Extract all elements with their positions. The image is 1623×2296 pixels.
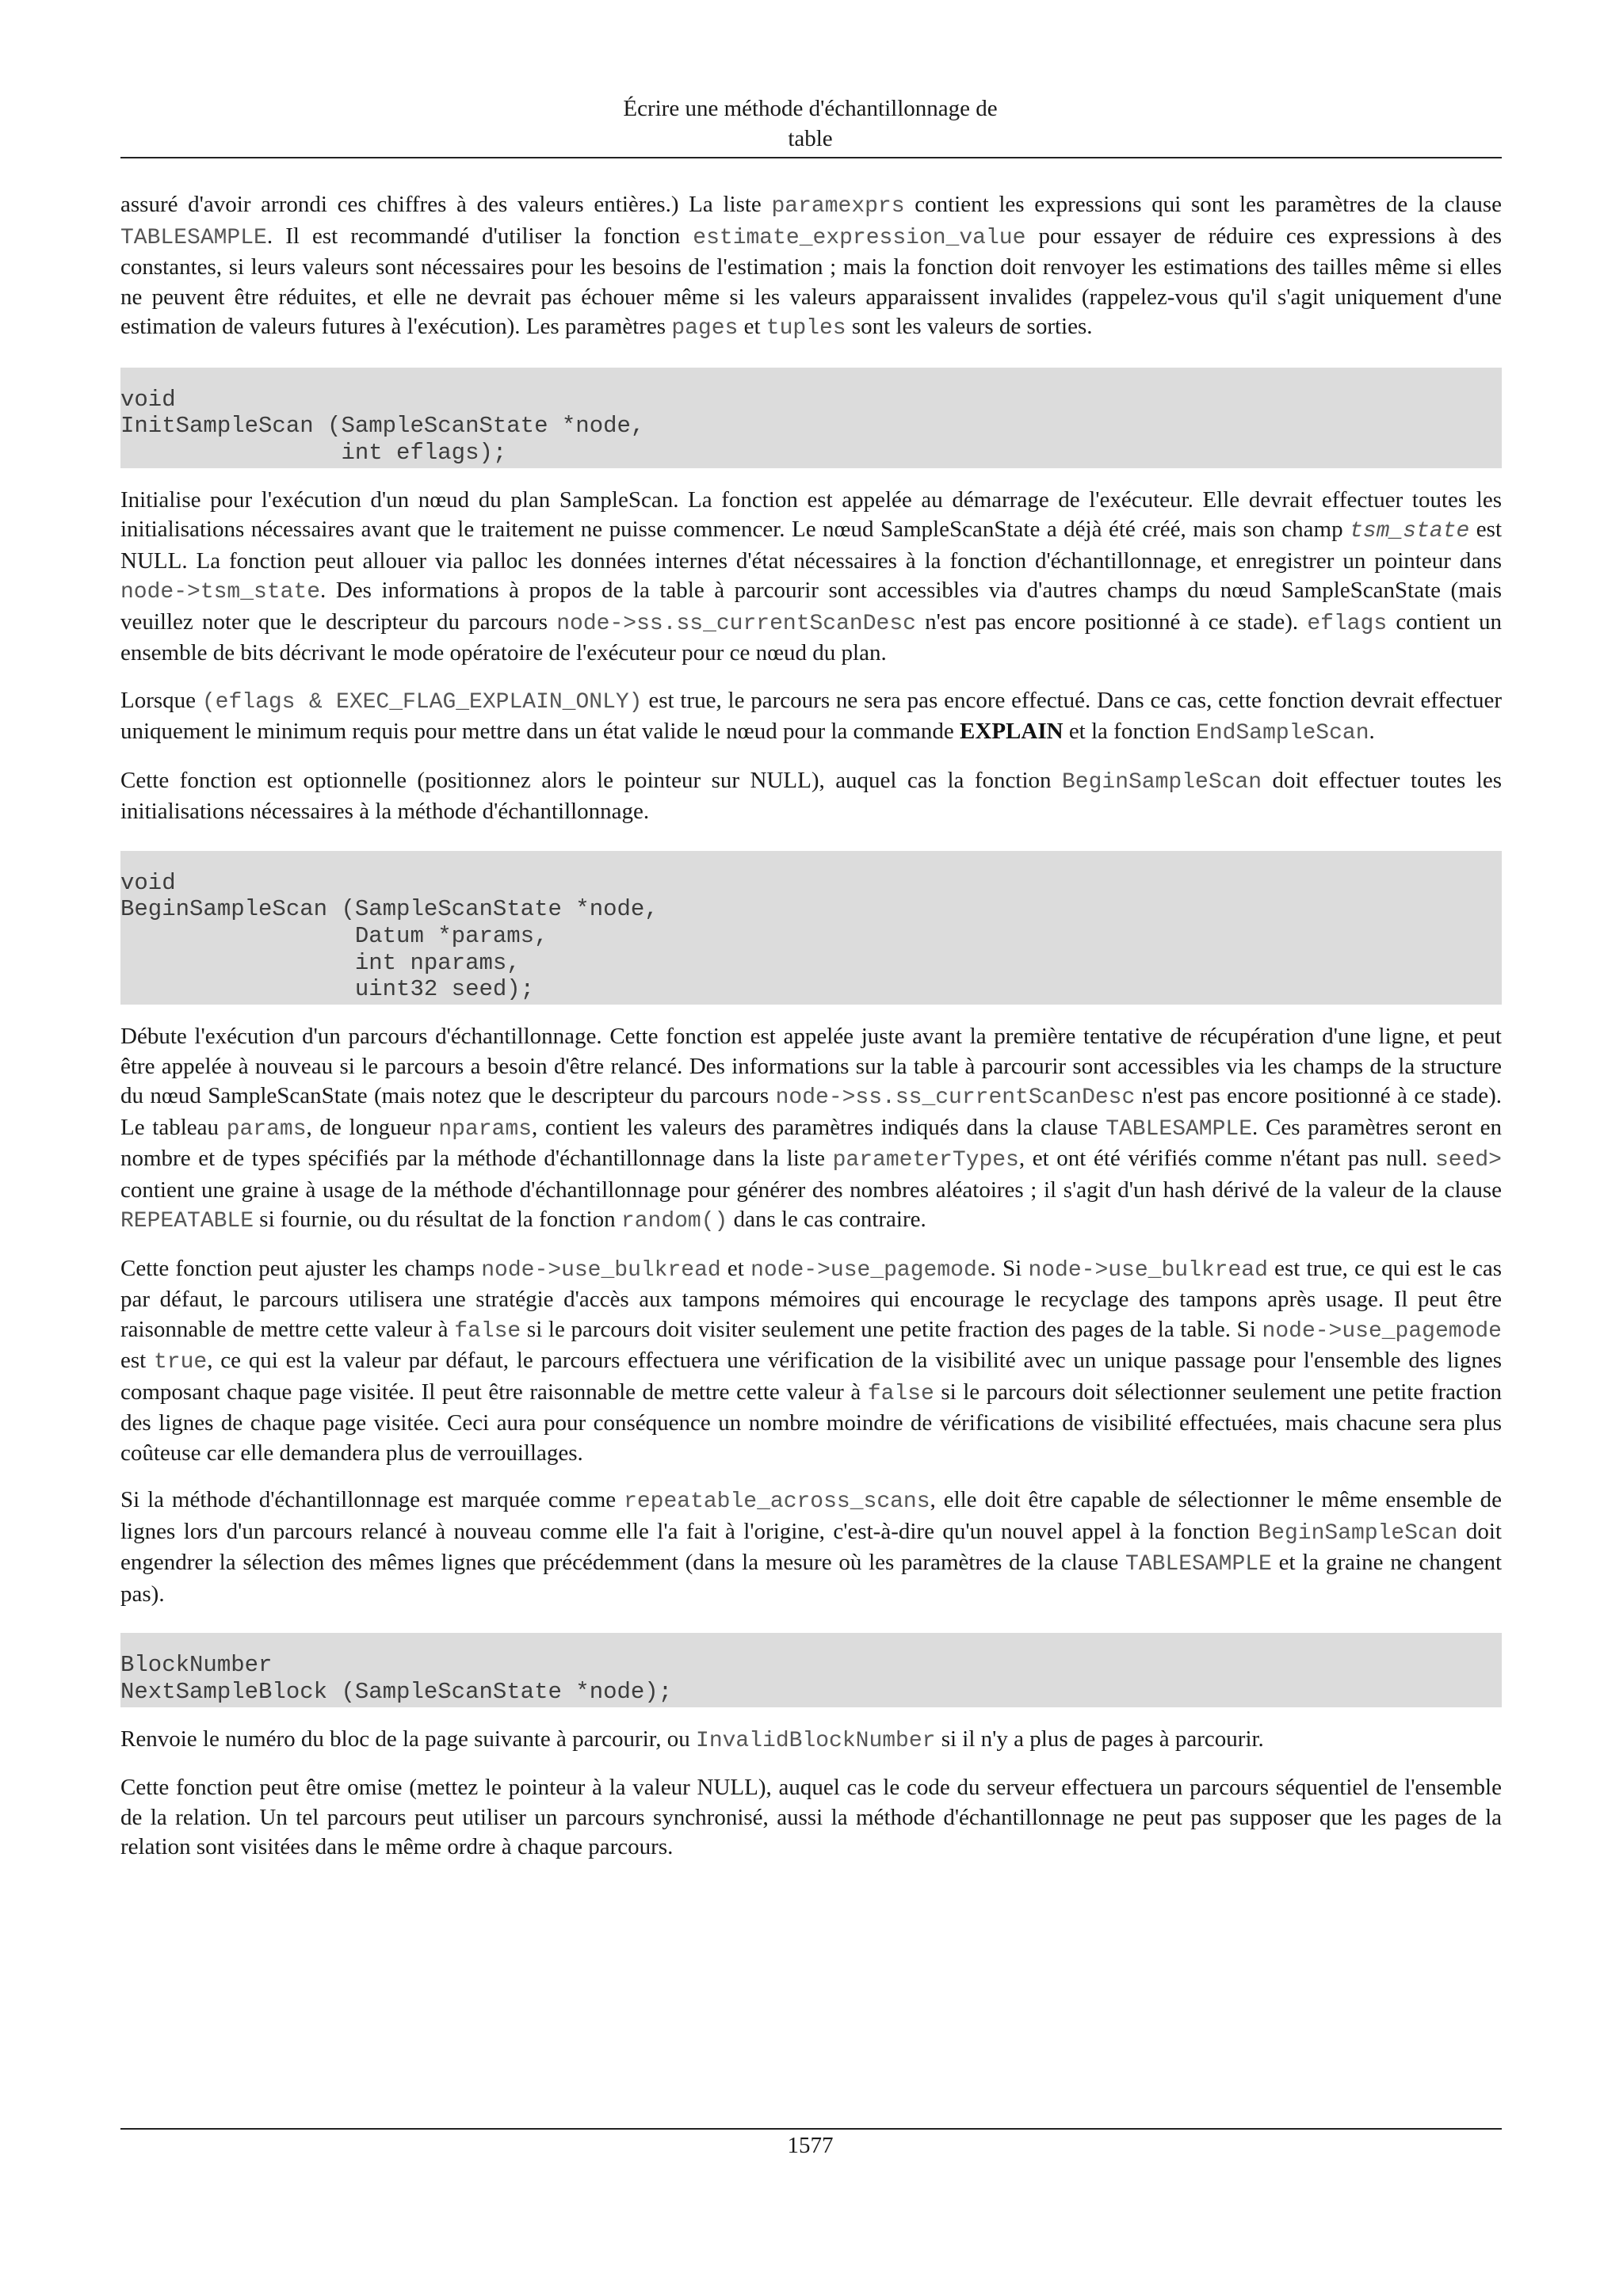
inline-code: REPEATABLE [120, 1209, 254, 1234]
paragraph-estimate: assuré d'avoir arrondi ces chiffres à des valeurs entières.) La liste paramexprs contient les expressions qui sont les paramètres de la clause TABLESAMPLE. Il est recommandé d'utiliser la fonction estimate_expression_value pour essayer de réduire ces expressions à des constantes, si leurs valeurs sont nécessaires pour les besoins de l'estimation ; mais la fonction doit renvoyer les estimations des tailles même si elles ne peuvent être réduites, et elle ne devrait pas échouer même si les valeurs apparaissent invalides (rappelez-vous qu'il s'agit uniquement d'une estimation de valeurs futures à l'exécution). Les paramètres pages et tuples sont les valeurs de sorties. [120, 192, 1503, 341]
inline-code: TABLESAMPLE [1125, 1552, 1272, 1577]
inline-code: nparams [438, 1116, 532, 1142]
paragraph-omitted: Cette fonction peut être omise (mettez le pointeur à la valeur NULL), auquel cas le code du serveur effectuera un parcours séquentiel de l'ensemble de la relation. Un tel parcours peut utiliser un parcours synchronisé, aussi la méthode d'échantillonnage ne peut pas supposer que les pages de la relation sont visitées dans le même ordre à chaque parcours. [120, 1775, 1502, 1860]
paragraph-explain-only: Lorsque (eflags & EXEC_FLAG_EXPLAIN_ONLY) est true, le parcours ne sera pas encore effectué. Dans ce cas, cette fonction devrait effectuer uniquement le minimum requis pour mettre dans un état valide le nœud pour la commande EXPLAIN et la fonction EndSampleScan. [120, 687, 1502, 746]
inline-code: true [154, 1350, 208, 1375]
paragraph-next-block-description: Renvoie le numéro du bloc de la page suivante à parcourir, ou InvalidBlockNumber si il n'y a plus de pages à parcourir. [120, 1726, 1264, 1753]
inline-code: paramexprs [771, 194, 905, 219]
inline-code: seed> [1434, 1148, 1502, 1173]
paragraph-begin-description: Débute l'exécution d'un parcours d'échantillonnage. Cette fonction est appelée juste avant la première tentative de récupération d'une ligne, et peut être appelée à nouveau si le parcours a besoin d'être relancé. Des informations sur la table à parcourir sont accessibles via les champs de la structure du nœud SampleScanState (mais notez que le descripteur du parcours node->ss.ss_currentScanDesc n'est pas encore positionné à ce stade). Le tableau params, de longueur nparams, contient les valeurs des paramètres indiqués dans la clause TABLESAMPLE. Ces paramètres seront en nombre et de types spécifiés par la méthode d'échantillonnage dans la liste parameterTypes, et ont été vérifiés comme n'étant pas null. seed> contient une graine à usage de la méthode d'échantillonnage pour générer des nombres aléatoires ; il s'agit d'un hash dérivé de la valeur de la clause REPEATABLE si fournie, ou du résultat de la fonction random() dans le cas contraire. [120, 1024, 1502, 1234]
inline-code: node->ss.ss_currentScanDesc [556, 611, 916, 636]
code-line: InitSampleScan (SampleScanState *node, [120, 413, 645, 440]
code-line: BlockNumber [120, 1652, 273, 1679]
inline-code: pages [671, 316, 739, 341]
inline-code: InvalidBlockNumber [696, 1728, 936, 1753]
inline-code: node->use_bulkread [1028, 1257, 1268, 1283]
code-block-init-sample-scan [120, 368, 1502, 468]
inline-code: EndSampleScan [1196, 721, 1369, 746]
inline-code: false [454, 1318, 521, 1344]
paragraph-optional: Cette fonction est optionnelle (positionnez alors le pointeur sur NULL), auquel cas la fonction BeginSampleScan doit effectuer toutes les initialisations nécessaires à la méthode d'échantillonnage. [120, 767, 1503, 825]
inline-code: node->tsm_state [120, 580, 321, 605]
inline-code: TABLESAMPLE [120, 225, 267, 250]
code-block-begin-sample-scan [120, 851, 1502, 1005]
inline-code: estimate_expression_value [693, 225, 1026, 250]
header-title-line-2: table [788, 126, 833, 151]
inline-code: TABLESAMPLE [1106, 1116, 1253, 1142]
code-line: int nparams, [120, 949, 521, 976]
inline-code: node->ss.ss_currentScanDesc [775, 1085, 1136, 1111]
inline-code: node->use_pagemode [750, 1257, 991, 1283]
header-title-line-1: Écrire une méthode d'échantillonnage de [623, 96, 998, 121]
inline-code: node->use_bulkread [481, 1257, 721, 1283]
code-line: void [120, 386, 176, 413]
inline-code: tsm_state [1350, 519, 1470, 544]
code-line: Datum *params, [120, 923, 548, 950]
inline-code: random() [621, 1209, 728, 1234]
footer-rule [120, 2128, 1502, 2130]
code-line: void [120, 869, 176, 896]
page-content [120, 190, 1502, 1880]
paragraph-bulkread-pagemode: Cette fonction peut ajuster les champs node->use_bulkread et node->use_pagemode. Si node->use_bulkread est true, ce qui est le cas par défaut, le parcours utilisera une stratégie d'accès aux tampons mémoires qui encourage le recyclage des tampons après usage. Il peut être raisonnable de mettre cette valeur à false si le parcours doit visiter seulement une petite fraction des pages de la table. Si node->use_pagemode est true, ce qui est la valeur par défaut, le parcours effectuera une vérification de la visibilité avec un unique passage pour l'ensemble des lignes composant chaque page visitée. Il peut être raisonnable de mettre cette valeur à false si le parcours doit sélectionner seulement une petite fraction des lignes de chaque page visitée. Ceci aura pour conséquence un nombre moindre de vérifications de visibilité effectuées, mais chacune sera plus coûteuse car elle demandera plus de verrouillages. [120, 1255, 1503, 1466]
inline-code: params [226, 1116, 307, 1142]
page-number: 1577 [787, 2133, 834, 2158]
inline-code: repeatable_across_scans [624, 1489, 930, 1515]
inline-code: false [867, 1381, 934, 1406]
keyword-explain: EXPLAIN [960, 719, 1064, 745]
code-block-next-sample-block [120, 1633, 1502, 1707]
code-line: BeginSampleScan (SampleScanState *node, [120, 896, 659, 923]
inline-code: parameterTypes [832, 1148, 1019, 1173]
paragraph-repeatable: Si la méthode d'échantillonnage est marquée comme repeatable_across_scans, elle doit être capable de sélectionner le même ensemble de lignes lors d'un parcours relancé à nouveau comme elle l'a fait à l'origine, c'est-à-dire qu'un nouvel appel à la fonction BeginSampleScan doit engendrer la sélection des mêmes lignes que précédemment (dans la mesure où les paramètres de la clause TABLESAMPLE et la graine ne changent pas). [120, 1487, 1503, 1607]
running-header [119, 93, 1502, 154]
inline-code: node->use_pagemode [1262, 1318, 1502, 1344]
inline-code: BeginSampleScan [1258, 1520, 1458, 1546]
inline-code: eflags [1307, 611, 1388, 636]
code-line: uint32 seed); [120, 976, 535, 1003]
code-line: int eflags); [120, 439, 507, 466]
inline-code: BeginSampleScan [1061, 769, 1262, 795]
paragraph-init-description: Initialise pour l'exécution d'un nœud du plan SampleScan. La fonction est appelée au démarrage de l'exécuteur. Elle devrait effectuer toutes les initialisations nécessaires avant que le traitement ne puisse commencer. Le nœud SampleScanState a déjà été créé, mais son champ tsm_state est NULL. La fonction peut allouer via palloc les données internes d'état nécessaires à la fonction d'échantillonnage, et enregistrer un pointeur dans node->tsm_state. Des informations à propos de la table à parcourir sont accessibles via d'autres champs du nœud SampleScanState (mais veuillez noter que le descripteur du parcours node->ss.ss_currentScanDesc n'est pas encore positionné à ce stade). eflags contient un ensemble de bits décrivant le mode opératoire de l'exécuteur pour ce nœud du plan. [120, 486, 1502, 666]
header-rule [120, 157, 1502, 158]
inline-code: tuples [766, 316, 846, 341]
inline-code: (eflags & EXEC_FLAG_EXPLAIN_ONLY) [201, 689, 643, 715]
code-line: NextSampleBlock (SampleScanState *node); [120, 1678, 673, 1705]
